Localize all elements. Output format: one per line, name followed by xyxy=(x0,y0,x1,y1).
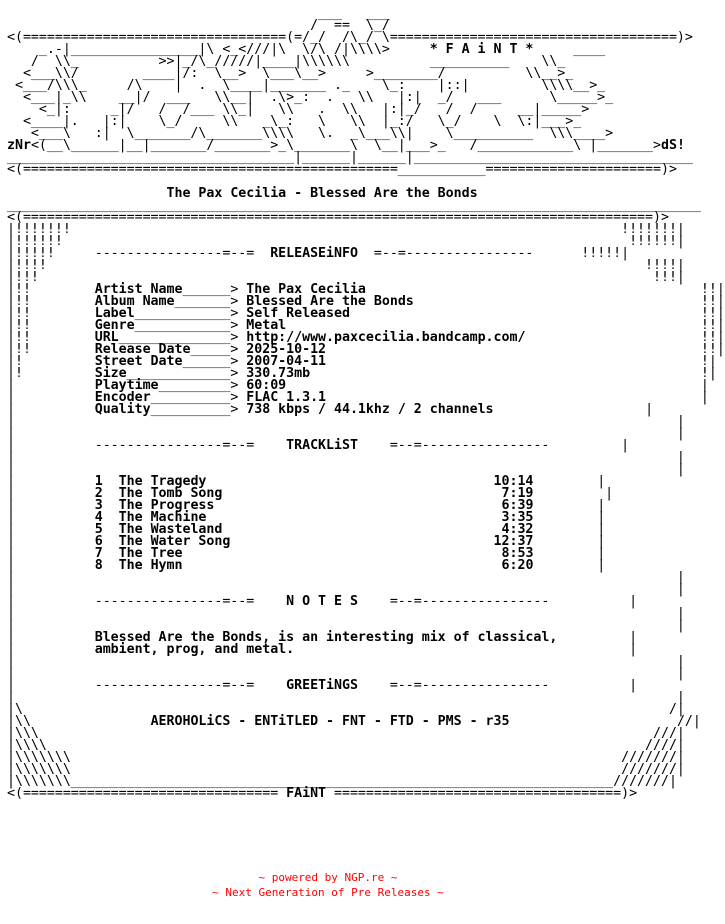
track-row-4: 4 The Machine 3:35 xyxy=(94,510,534,525)
notes-line-1: Blessed Are the Bonds, is an interesting mix of classical, xyxy=(94,630,558,645)
footer xyxy=(0,870,656,900)
bottom-tag: FAiNT xyxy=(286,786,327,801)
greetings-list: AEROHOLiCS - ENTiTLED - FNT - FTD - PMS - r35 xyxy=(150,714,510,729)
section-greetings: GREETiNGS xyxy=(286,678,358,693)
section-notes: N O T E S xyxy=(286,594,358,609)
label-value: Self Released xyxy=(246,306,350,321)
track-row-6: 6 The Water Song 12:37 xyxy=(94,534,534,549)
section-releaseinfo: RELEASEiNFO xyxy=(270,246,358,261)
track-row-7: 7 The Tree 8:53 xyxy=(94,546,534,561)
signature-right: dS! xyxy=(661,138,685,153)
quality-value: 738 kbps / 44.1khz / 2 channels xyxy=(246,402,494,417)
group-tag: * F A i N T * xyxy=(429,42,534,57)
playtime-value: 60:09 xyxy=(246,378,287,393)
size-value: 330.73mb xyxy=(246,366,311,381)
release-title: The Pax Cecilia - Blessed Are the Bonds xyxy=(166,186,478,201)
section-tracklist: TRACKLiST xyxy=(286,438,358,453)
footer-powered-by: ~ powered by NGP.re ~ xyxy=(258,871,398,884)
artist-value: The Pax Cecilia xyxy=(246,282,366,297)
track-row-2: 2 The Tomb Song 7:19 xyxy=(94,486,534,501)
nfo-text: ___ ___ / == \_/ <(=================================(=/_/ /\_/ \====================================)> _.-|________________|\ <_<///|\ \/\ /|\\\\> * F A i N T * ____ / \\_ >>|_/\_/////|____|\\\\\\ __________ \\_ <___\\/ ____|/: \__> \___\__> >________/ \\__>_ <___/\\\_ /\ | . \____|_______ ._ \_: |::| \\\\__>_ <___|_\\ __|/ ___ \\__| .\>_: . \\ |:| _/ ___ \_____>_ <_|: _|/ / /___ \\_| \\ . \\ |:|_/ / / __|_____> <____|. |:| \_/ \\ _\_: \ \\ |_:/ \_/ \ \:|___>_ <___\ :| \_______/\_______\\\\ \. _\___\\| \__________ \\\____> zNr<(__\______|__|_______/_______>_\_______\ \__|___>_ /____________\ |_______>dS! ____________________________________|______|______|___________________________________ <(===============================================___________======================)> The Pax Cecilia - Blessed Are the Bonds _______________________________________________________________________________________ <(===============================================================================)> |!!!!!!! !!!!!!!| |!!!!!! !!!!!!| |!!!!! ----------------=--= RELEASEiNFO =--=---------------- !!!!!| |!!!! !!!!| |!!! !!!| |!! Artist Name______> The Pax Cecilia !!| |!! Album Name_______> Blessed Are the Bonds !!| |!! Label____________> Self Released !!| |!! Genre____________> Metal !!| |!! URL______________> http://www.paxcecilia.bandcamp.com/ !!| |!! Release Date_____> 2025-10-12 !!| |! Street Date______> 2007-04-11 !| |! Size_____________> 330.73mb !| | Playtime_________> 60:09 | | Encoder__________> FLAC 1.3.1 | | Quality__________> 738 kbps / 44.1khz / 2 channels | | | | | | ----------------=--= TRACKLiST =--=---------------- | | | | | | 1 The Tragedy 10:14 | | 2 The Tomb Song 7:19 | | 3 The Progress 6:39 | | 4 The Machine 3:35 | | 5 The Wasteland 4:32 | | 6 The Water Song 12:37 | | 7 The Tree 8:53 | | 8 The Hymn 6:20 | | | | | | ----------------=--= N O T E S =--=---------------- | | | | | | Blessed Are the Bonds, is an interesting mix of classical, | | ambient, prog, and metal. | | | | | | ----------------=--= GREETiNGS =--=---------------- | | | |\ /| |\\ AEROHOLiCS - ENTiTLED - FNT - FTD - PMS - r35 //| |\\\ ///| |\\\\ ////| |\\\\\\\ ///////| |\\\\\\\ ///////| |\\\\\\\____________________________________________________________________///////| <(================================ FAiNT ====================================)> xyxy=(7,6,725,801)
track-row-8: 8 The Hymn 6:20 xyxy=(94,558,534,573)
genre-value: Metal xyxy=(246,318,287,333)
release-date-value: 2025-10-12 xyxy=(246,342,327,357)
signature-left: zNr xyxy=(7,138,31,153)
encoder-value: FLAC 1.3.1 xyxy=(246,390,327,405)
track-row-5: 5 The Wasteland 4:32 xyxy=(94,522,534,537)
track-row-3: 3 The Progress 6:39 xyxy=(94,498,534,513)
notes-line-2: ambient, prog, and metal. xyxy=(94,642,295,657)
street-date-value: 2007-04-11 xyxy=(246,354,327,369)
footer-tagline: ~ Next Generation of Pre Releases ~ xyxy=(212,886,444,899)
url-value: http://www.paxcecilia.bandcamp.com/ xyxy=(246,330,526,345)
track-row-1: 1 The Tragedy 10:14 xyxy=(94,474,534,489)
album-value: Blessed Are the Bonds xyxy=(246,294,414,309)
logo-art: ___ ___ / == \_/ <(=================================(=/_/ /\_/ \====================================)> _.-|________________|\ <_<///|\ \/\ /|\\\\> * F A i N T * ____ / \\_ >>|_/\_/////|____|\\\\\\ __________ \\_ <___\\/ ____|/: \__> \___\__> >________/ \\__>_ <___/\\\_ /\ | . \____|_______ ._ \_: |::| \\\\__>_ <___|_\\ __|/ ___ \\__| .\>_: . \\ |:| _/ ___ \_____>_ <_|: _|/ / /___ \\_| \\ . \\ |:|_/ / / __|_____> <____|. |:| \_/ \\ _\_: \ \\ |_:/ \_/ \ \:|___>_ <___\ :| \_______/\_______\\\\ \. _\___\\| \__________ \\\____> zNr<(__\______|__|_______/_______>_\_______\ \__|___>_ /____________\ |_______>dS! ____________________________________|______|______|___________________________________ <(===============================================___________======================)> xyxy=(7,6,693,177)
